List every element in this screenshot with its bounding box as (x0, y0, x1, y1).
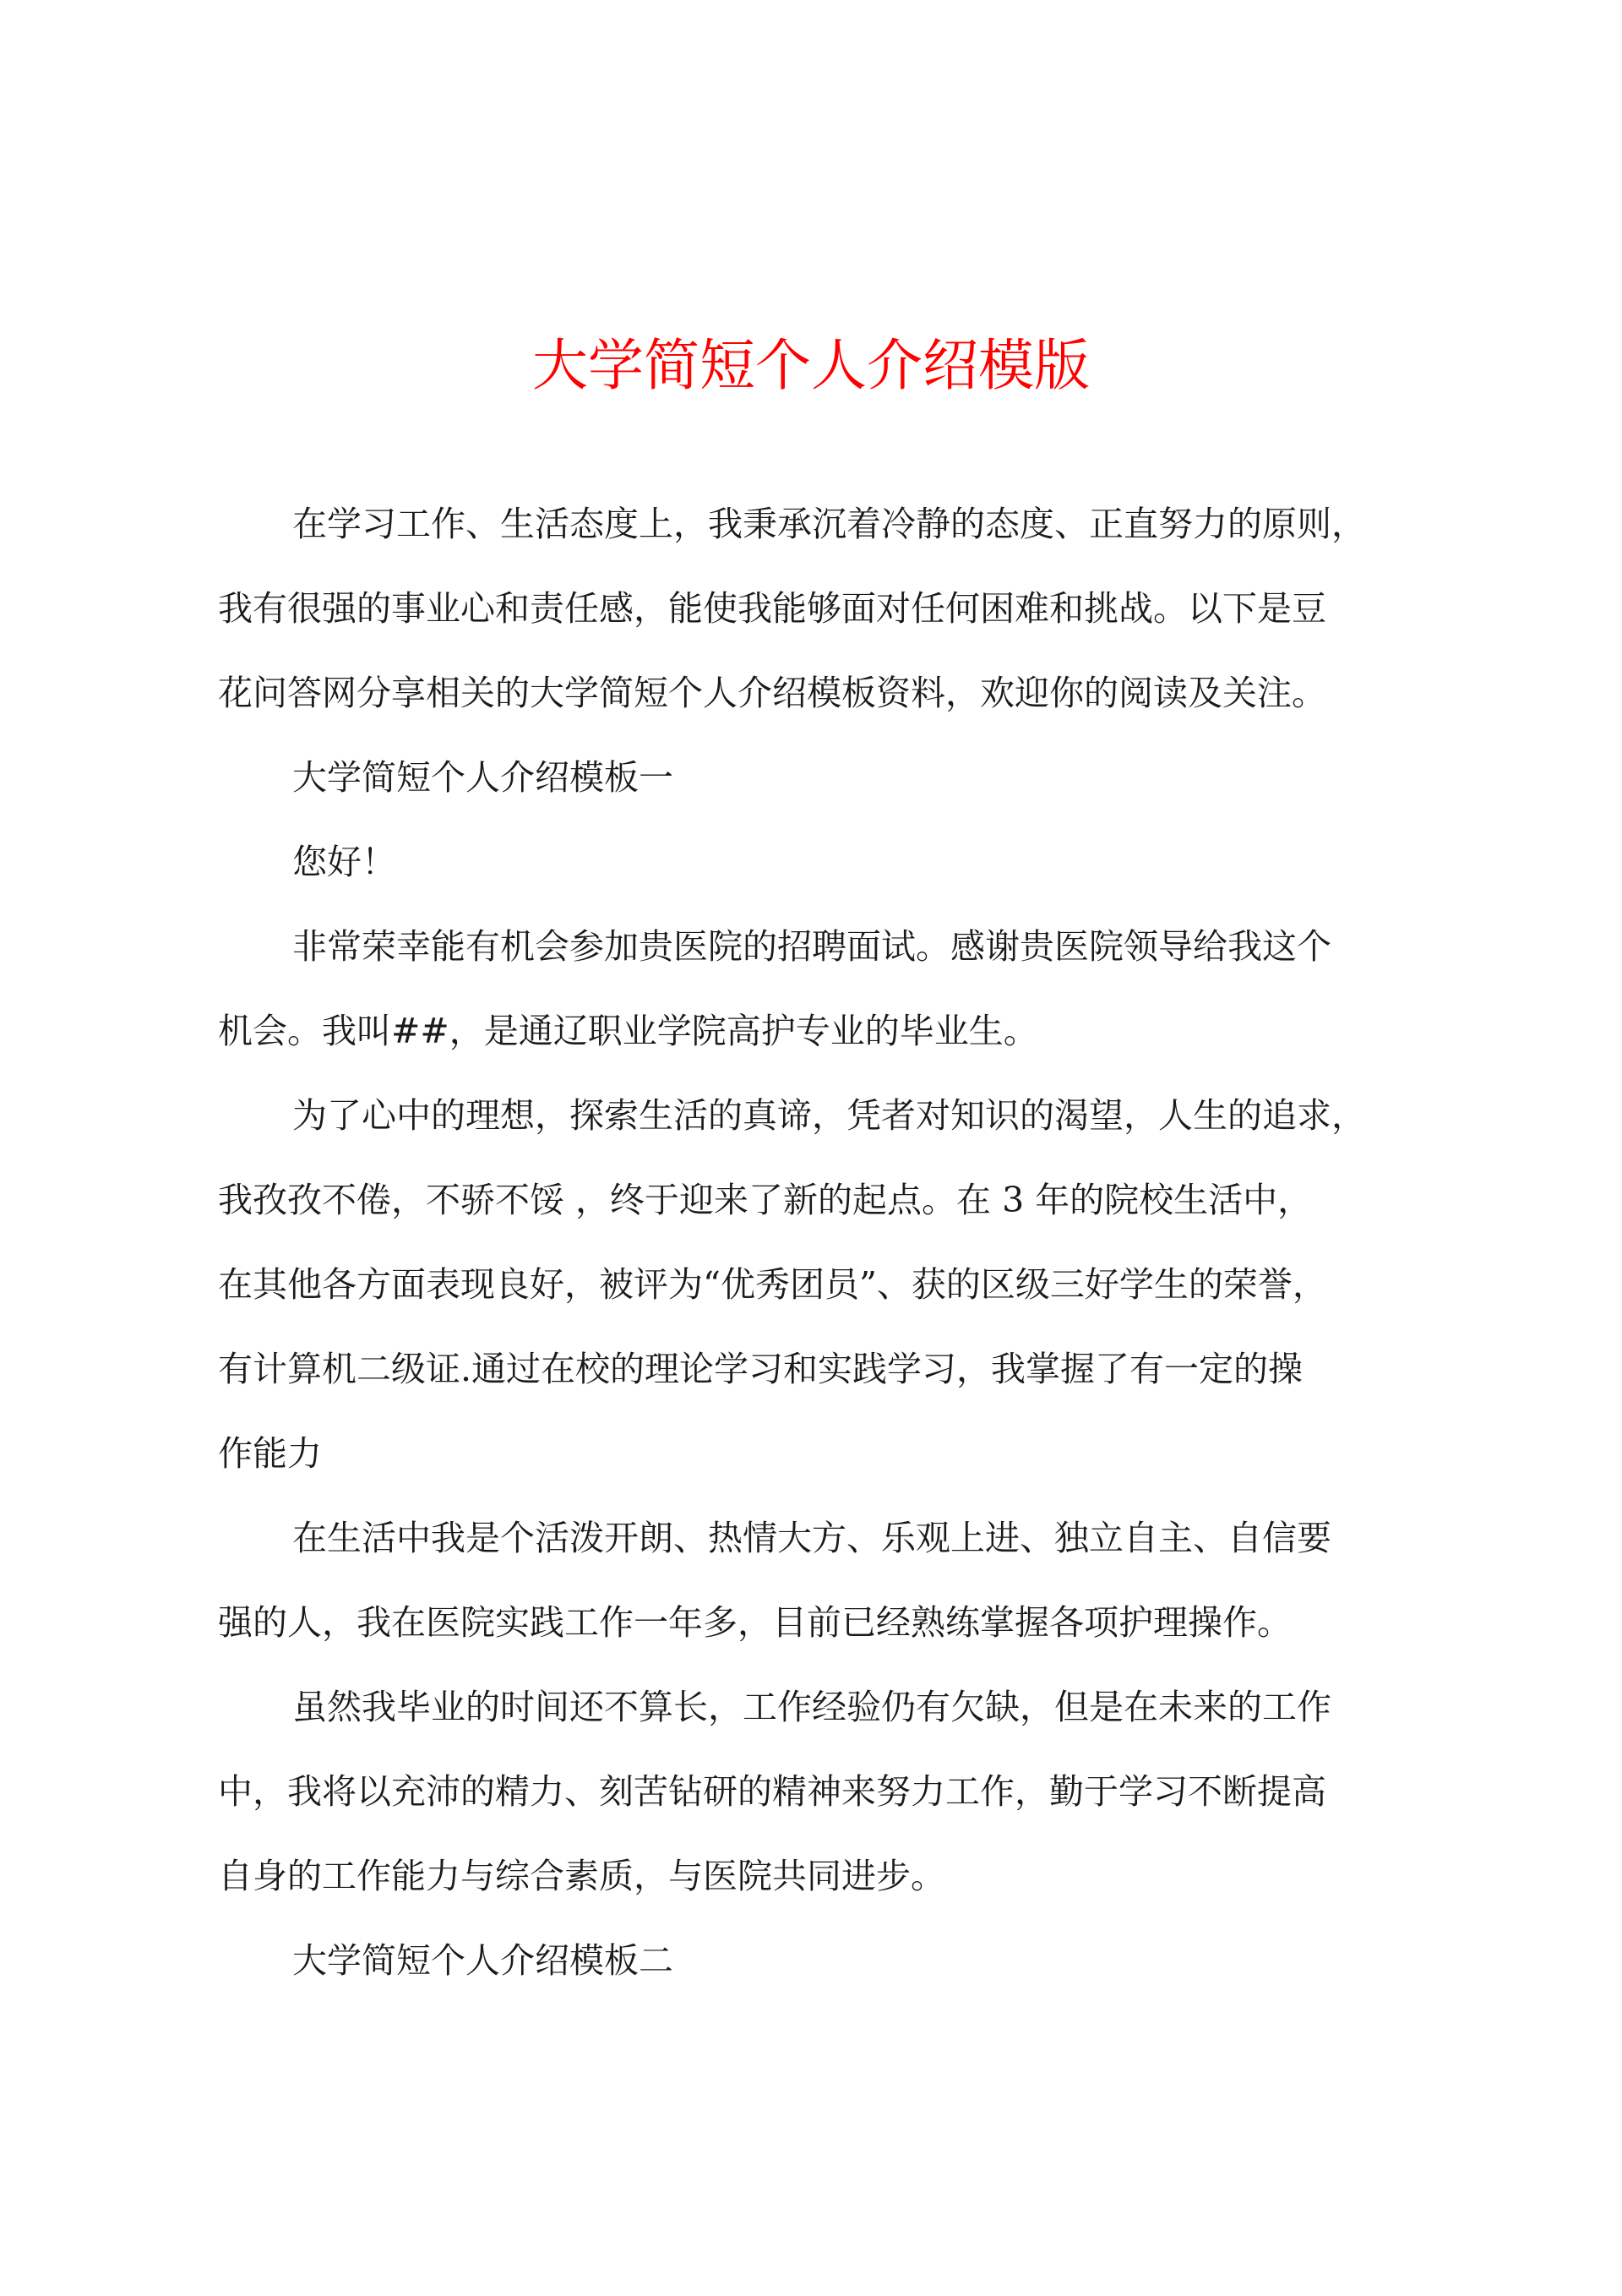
intro-block (218, 482, 1418, 820)
section-heading: 大学简短个人介绍模板二 (292, 1940, 673, 1981)
greeting-line: 您好！ (292, 842, 396, 882)
paragraph-line: 自身的工作能力与综合素质，与医院共同进步。 (218, 1856, 945, 1896)
paragraph-line: 为了心中的理想，探索生活的真谛，凭者对知识的渴望，人生的追求， (292, 1095, 1366, 1136)
paragraph-line: 在生活中我是个活泼开朗、热情大方、乐观上进、独立自主、自信要 (292, 1518, 1331, 1558)
paragraph-line: 在其他各方面表现良好，被评为“优秀团员”、获的区级三好学生的荣誉， (218, 1264, 1327, 1305)
document-title: 大学简短个人介绍模版 (532, 333, 1090, 398)
template-one-block (218, 820, 1418, 1411)
section-heading: 大学简短个人介绍模板一 (292, 757, 673, 798)
paragraph-line: 强的人，我在医院实践工作一年多，目前已经熟练掌握各项护理操作。 (218, 1602, 1292, 1643)
paragraph-line: 花问答网分享相关的大学简短个人介绍模板资料，欢迎你的阅读及关注。 (218, 673, 1326, 713)
paragraph-line: 有计算机二级证.通过在校的理论学习和实践学习，我掌握了有一定的操 (218, 1349, 1304, 1389)
paragraph-line: 非常荣幸能有机会参加贵医院的招聘面试。感谢贵医院领导给我这个 (292, 926, 1331, 967)
paragraph-line: 机会。我叫##，是通辽职业学院高护专业的毕业生。 (218, 1011, 1038, 1051)
paragraph-line: 我孜孜不倦，不骄不馁 ，终于迎来了新的起点。在 3 年的院校生活中， (218, 1180, 1313, 1220)
closing-block (218, 1749, 1418, 2003)
paragraph-line: 虽然我毕业的时间还不算长，工作经验仍有欠缺，但是在未来的工作 (292, 1687, 1331, 1727)
paragraph-line: 作能力 (218, 1433, 322, 1474)
paragraph-line: 在学习工作、生活态度上，我秉承沉着冷静的态度、正直努力的原则， (292, 504, 1366, 544)
paragraph-line: 中，我将以充沛的精力、刻苦钻研的精神来努力工作，勤于学习不断提高 (218, 1771, 1326, 1812)
template-one-block-continued (218, 1411, 1418, 1749)
paragraph-line: 我有很强的事业心和责任感，能使我能够面对任何困难和挑战。以下是豆 (218, 588, 1326, 629)
